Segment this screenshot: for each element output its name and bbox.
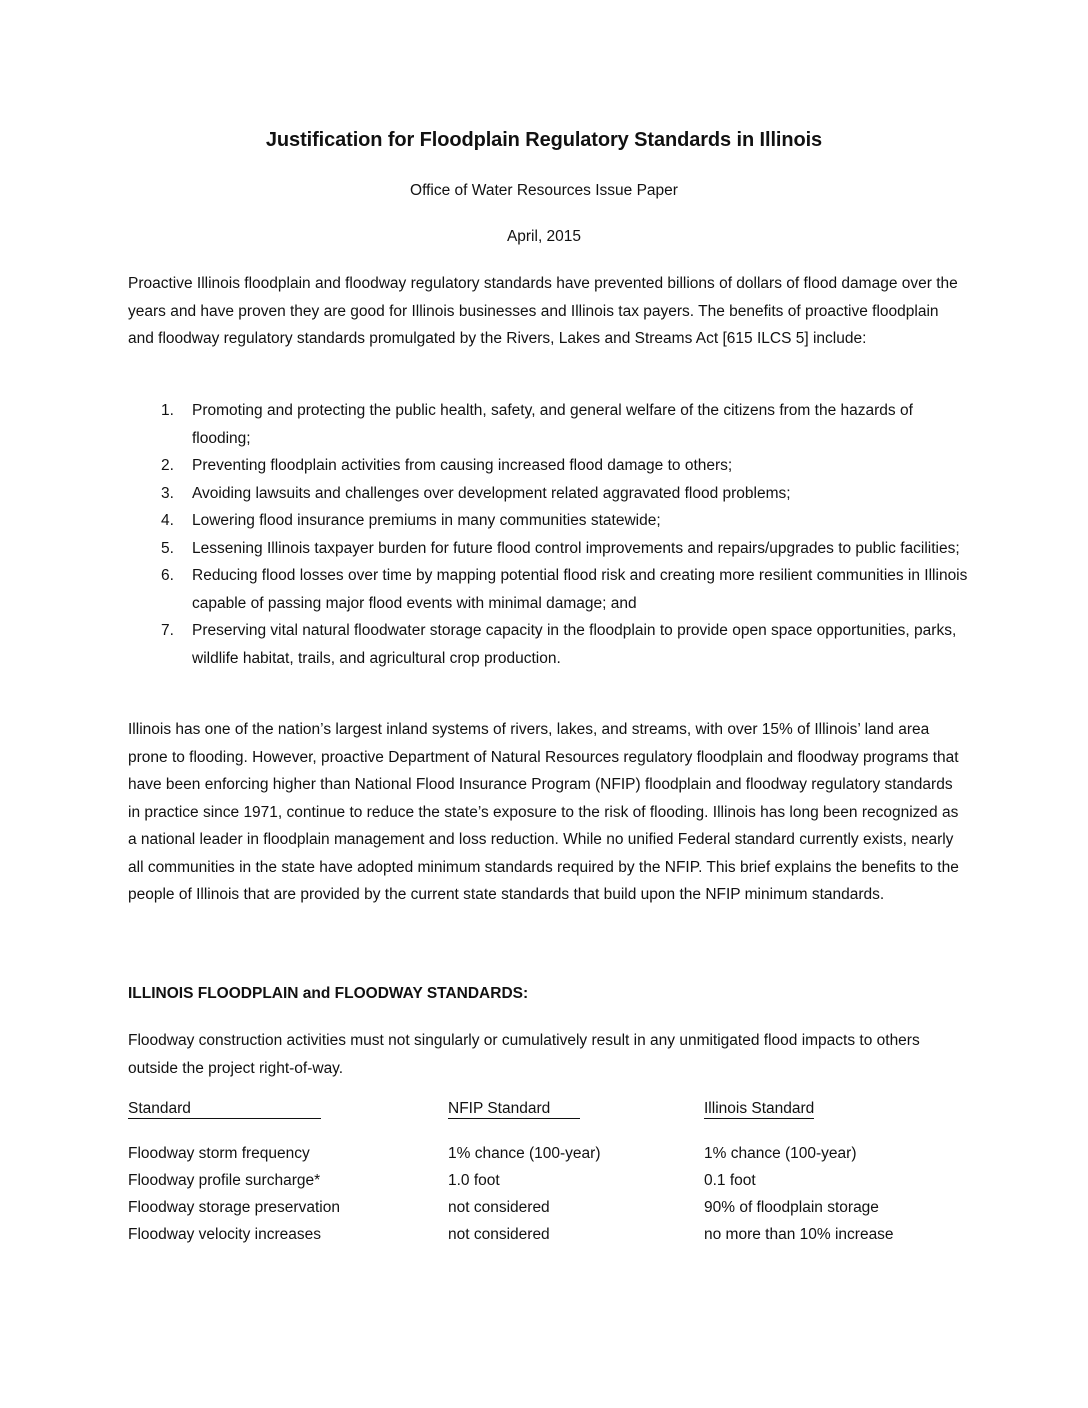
table-cell: Floodway velocity increases [128, 1226, 321, 1243]
floodway-paragraph: Floodway construction activities must not singularly or cumulatively result in any unmitigated flood impacts to others outside the project right-of-way. [128, 1032, 920, 1077]
list-item-text: Avoiding lawsuits and challenges over development related aggravated flood problems; [192, 484, 791, 502]
column-header-illinois: Illinois Standard [704, 1100, 815, 1117]
list-number: 4. [161, 512, 174, 529]
list-number: 7. [161, 622, 174, 639]
intro-paragraph: Proactive Illinois floodplain and floodway regulatory standards have prevented billions of dollars of flood damage over the years and have proven they are good for Illinois businesses and Illinois tax payers. The benefits of proactive floodplain and floodway regulatory standards promulgated by the Rivers, Lakes and Streams Act [615 ILCS 5] include: [128, 275, 958, 347]
column-header-nfip: NFIP Standard [448, 1100, 580, 1119]
document-title: Justification for Floodplain Regulatory Standards in Illinois [265, 129, 823, 151]
list-item [128, 617, 968, 672]
list-item-text: Lessening Illinois taxpayer burden for future flood control improvements and repairs/upgrades to public facilities; [192, 539, 960, 557]
table-header-row [128, 1100, 968, 1145]
list-item [128, 535, 968, 563]
list-item [128, 507, 968, 535]
list-item [128, 562, 968, 617]
list-number: 3. [161, 484, 174, 502]
section-heading: ILLINOIS FLOODPLAIN and FLOODWAY STANDARDS: [128, 985, 529, 1002]
table-cell: 90% of floodplain storage [704, 1199, 879, 1216]
document-date: April, 2015 [506, 228, 582, 245]
list-item-text: Preserving vital natural floodwater storage capacity in the floodplain to provide open space opportunities, parks, wildlife habitat, trails, and agricultural crop production. [192, 622, 957, 667]
column-header-standard: Standard [128, 1100, 321, 1119]
list-item-text: Promoting and protecting the public health, safety, and general welfare of the citizens from the hazards of flooding; [192, 402, 913, 447]
table-row [128, 1145, 968, 1172]
context-paragraph: Illinois has one of the nation’s largest inland systems of rivers, lakes, and streams, with over 15% of Illinois’ land area prone to flooding. However, proactive Department of Natural Resources regulatory floodplain and floodway programs that have been enforcing higher than National Flood Insurance Program (NFIP) floodplain and floodway regulatory standards in practice since 1971, continue to reduce the state’s exposure to the risk of flooding. Illinois has long been recognized as a national leader in floodplain management and loss reduction. While no unified Federal standard currently exists, nearly all communities in the state have adopted minimum standards required by the NFIP. This brief explains the benefits to the people of Illinois that are provided by the current state standards that build upon the NFIP minimum standards. [128, 721, 959, 903]
table-cell: 1% chance (100-year) [704, 1145, 857, 1162]
list-number: 5. [161, 539, 174, 557]
list-number: 2. [161, 457, 174, 474]
table-cell: 1.0 foot [448, 1172, 500, 1189]
list-number: 1. [161, 402, 174, 419]
standards-table [128, 1100, 968, 1253]
document-subtitle: Office of Water Resources Issue Paper [410, 182, 678, 199]
list-item [128, 452, 968, 480]
table-cell: not considered [448, 1226, 550, 1243]
table-cell: Floodway storage preservation [128, 1199, 340, 1216]
list-item-text: Preventing floodplain activities from causing increased flood damage to others; [192, 457, 733, 474]
list-number: 6. [161, 567, 174, 584]
list-item [128, 397, 968, 452]
list-item-text: Reducing flood losses over time by mapping potential flood risk and creating more resilient communities in Illinois capable of passing major flood events with minimal damage; and [192, 567, 968, 612]
list-item [128, 480, 968, 508]
table-row [128, 1172, 968, 1199]
table-cell: 1% chance (100-year) [448, 1145, 601, 1162]
table-row [128, 1199, 968, 1226]
list-item-text: Lowering flood insurance premiums in many communities statewide; [192, 512, 661, 529]
table-row [128, 1226, 968, 1253]
table-cell: Floodway profile surcharge* [128, 1172, 321, 1189]
table-cell: 0.1 foot [704, 1172, 756, 1189]
benefits-list [128, 397, 968, 672]
table-cell: not considered [448, 1199, 550, 1216]
table-cell: no more than 10% increase [704, 1226, 894, 1243]
table-cell: Floodway storm frequency [128, 1145, 310, 1162]
